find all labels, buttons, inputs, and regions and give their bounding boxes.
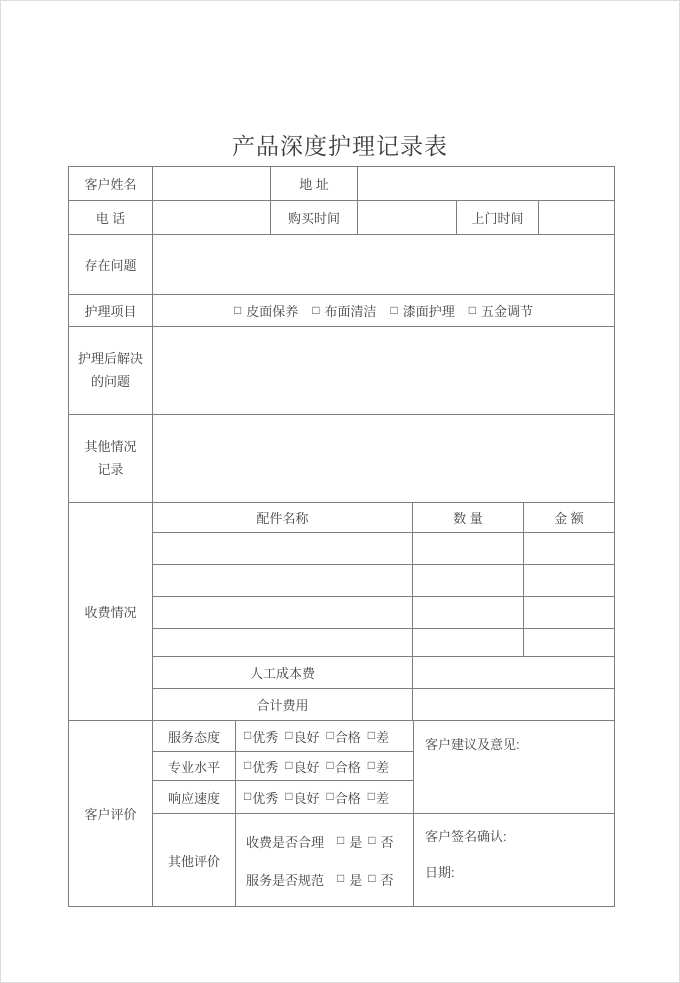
fee-reasonable-label: 收费是否合理	[246, 834, 325, 850]
checkbox-icon: □	[233, 302, 242, 317]
row-basic-2	[69, 201, 615, 235]
row-basic-1	[69, 167, 615, 201]
checkbox-icon: □	[337, 833, 345, 847]
address-label: 地 址	[271, 167, 358, 201]
part-name-input-cell[interactable]	[153, 629, 413, 657]
labor-cost-input-cell[interactable]	[413, 657, 615, 689]
checkbox-icon: □	[326, 728, 334, 742]
visit-time-label: 上门时间	[457, 201, 539, 235]
row-problems	[69, 235, 615, 295]
care-record-table	[68, 166, 615, 907]
fee-reasonable-line	[246, 832, 394, 851]
signature-cell[interactable]	[414, 814, 615, 907]
checkbox-icon: □	[285, 728, 293, 742]
care-items-label: 护理项目	[69, 295, 153, 327]
visit-time-input-cell[interactable]	[539, 201, 615, 235]
rating-options-response	[236, 781, 414, 814]
rating-row-response	[153, 781, 414, 814]
care-option-label: 布面清洁	[324, 304, 377, 319]
other-evaluation-row	[153, 814, 414, 907]
rating-option[interactable]: □ 差	[367, 758, 390, 775]
signature-label: 客户签名确认:	[425, 829, 507, 844]
rating-label-service: 服务态度	[153, 721, 236, 752]
part-name-input-cell[interactable]	[153, 565, 413, 597]
care-items-options	[234, 301, 533, 320]
checkbox-icon: □	[312, 302, 320, 317]
checkbox-icon: □	[368, 833, 376, 847]
part-name-input-cell[interactable]	[153, 533, 413, 565]
solved-label: 护理后解决 的问题	[69, 327, 153, 415]
amount-input-cell[interactable]	[524, 565, 615, 597]
checkbox-icon: □	[326, 758, 334, 772]
quantity-input-cell[interactable]	[413, 533, 524, 565]
phone-label: 电 话	[69, 201, 153, 235]
care-option-fabric[interactable]	[312, 301, 376, 320]
row-solved	[69, 327, 615, 415]
evaluation-label: 客户评价	[69, 721, 153, 907]
checkbox-icon: □	[367, 758, 376, 772]
other-evaluation-label: 其他评价	[153, 814, 236, 907]
total-cost-row	[153, 689, 615, 721]
rating-option[interactable]: □ 合格	[326, 789, 361, 806]
care-option-leather[interactable]	[234, 301, 298, 320]
rating-option[interactable]: □ 优秀	[244, 758, 279, 775]
checkbox-icon: □	[368, 871, 376, 885]
service-standard-line	[246, 870, 394, 889]
charges-empty-row	[153, 533, 615, 565]
solved-input-cell[interactable]	[153, 327, 615, 415]
checkbox-icon: □	[285, 789, 293, 803]
evaluation-middle-column	[153, 721, 414, 907]
care-option-label: 皮面保养	[246, 304, 299, 319]
charges-empty-row	[153, 629, 615, 657]
checkbox-icon: □	[468, 302, 477, 317]
customer-name-label: 客户姓名	[69, 167, 153, 201]
no-option[interactable]: □ 否	[368, 833, 394, 850]
row-charges	[69, 503, 615, 721]
rating-label-professional: 专业水平	[153, 752, 236, 781]
evaluation-right-column	[414, 721, 615, 907]
suggestions-cell[interactable]	[414, 721, 615, 814]
rating-option[interactable]: □ 合格	[326, 758, 361, 775]
charges-header-part-name: 配件名称	[153, 503, 413, 533]
checkbox-icon: □	[244, 789, 252, 803]
amount-input-cell[interactable]	[524, 629, 615, 657]
checkbox-icon: □	[367, 728, 376, 742]
purchase-time-input-cell[interactable]	[358, 201, 457, 235]
rating-label-response: 响应速度	[153, 781, 236, 814]
total-cost-label: 合计费用	[153, 689, 413, 721]
quantity-input-cell[interactable]	[413, 597, 524, 629]
purchase-time-label: 购买时间	[271, 201, 358, 235]
row-other-records	[69, 415, 615, 503]
checkbox-icon: □	[326, 789, 334, 803]
rating-row-professional	[153, 752, 414, 781]
charges-header-row	[153, 503, 615, 533]
charges-header-amount: 金 额	[524, 503, 615, 533]
problems-label: 存在问题	[69, 235, 153, 295]
rating-options-service	[236, 721, 414, 752]
service-standard-label: 服务是否规范	[246, 872, 325, 888]
charges-header-quantity: 数 量	[413, 503, 524, 533]
quantity-input-cell[interactable]	[413, 629, 524, 657]
checkbox-icon: □	[285, 758, 293, 772]
amount-input-cell[interactable]	[524, 597, 615, 629]
total-cost-input-cell[interactable]	[413, 689, 615, 721]
rating-option[interactable]: □ 差	[367, 789, 390, 806]
row-evaluation	[69, 721, 615, 907]
labor-cost-label: 人工成本费	[153, 657, 413, 689]
date-label: 日期:	[425, 865, 455, 880]
charges-empty-row	[153, 597, 615, 629]
row-care-items	[69, 295, 615, 327]
phone-input-cell[interactable]	[153, 201, 271, 235]
care-option-hardware[interactable]	[469, 301, 533, 320]
labor-cost-row	[153, 657, 615, 689]
care-option-label: 漆面护理	[402, 304, 455, 319]
page-title: 产品深度护理记录表	[232, 133, 448, 159]
rating-options-professional	[236, 752, 414, 781]
charges-empty-row	[153, 565, 615, 597]
rating-option[interactable]: □ 合格	[326, 728, 361, 745]
rating-option[interactable]: □ 优秀	[244, 789, 279, 806]
other-records-input-cell[interactable]	[153, 415, 615, 503]
yes-option[interactable]: □ 是	[337, 833, 363, 850]
charges-subtable	[153, 503, 615, 721]
other-evaluation-content	[236, 814, 414, 907]
checkbox-icon: □	[390, 302, 398, 317]
quantity-input-cell[interactable]	[413, 565, 524, 597]
rating-option[interactable]: □ 良好	[285, 758, 320, 775]
yes-option[interactable]: □ 是	[337, 871, 363, 888]
part-name-input-cell[interactable]	[153, 597, 413, 629]
rating-option[interactable]: □ 良好	[285, 789, 320, 806]
charges-label: 收费情况	[69, 503, 153, 721]
rating-option[interactable]: □ 良好	[285, 728, 320, 745]
rating-row-service	[153, 721, 414, 752]
problems-input-cell[interactable]	[153, 235, 615, 295]
care-items-options-cell	[153, 295, 615, 327]
checkbox-icon: □	[244, 728, 252, 742]
rating-option[interactable]: □ 优秀	[244, 728, 279, 745]
address-input-cell[interactable]	[358, 167, 615, 201]
customer-name-input-cell[interactable]	[153, 167, 271, 201]
care-option-paint[interactable]	[391, 301, 455, 320]
checkbox-icon: □	[367, 789, 376, 803]
no-option[interactable]: □ 否	[368, 871, 394, 888]
rating-option[interactable]: □ 差	[367, 728, 390, 745]
other-records-label: 其他情况 记录	[69, 415, 153, 503]
suggestions-label: 客户建议及意见:	[425, 737, 520, 752]
checkbox-icon: □	[244, 758, 252, 772]
care-option-label: 五金调节	[481, 304, 534, 319]
checkbox-icon: □	[337, 871, 345, 885]
amount-input-cell[interactable]	[524, 533, 615, 565]
